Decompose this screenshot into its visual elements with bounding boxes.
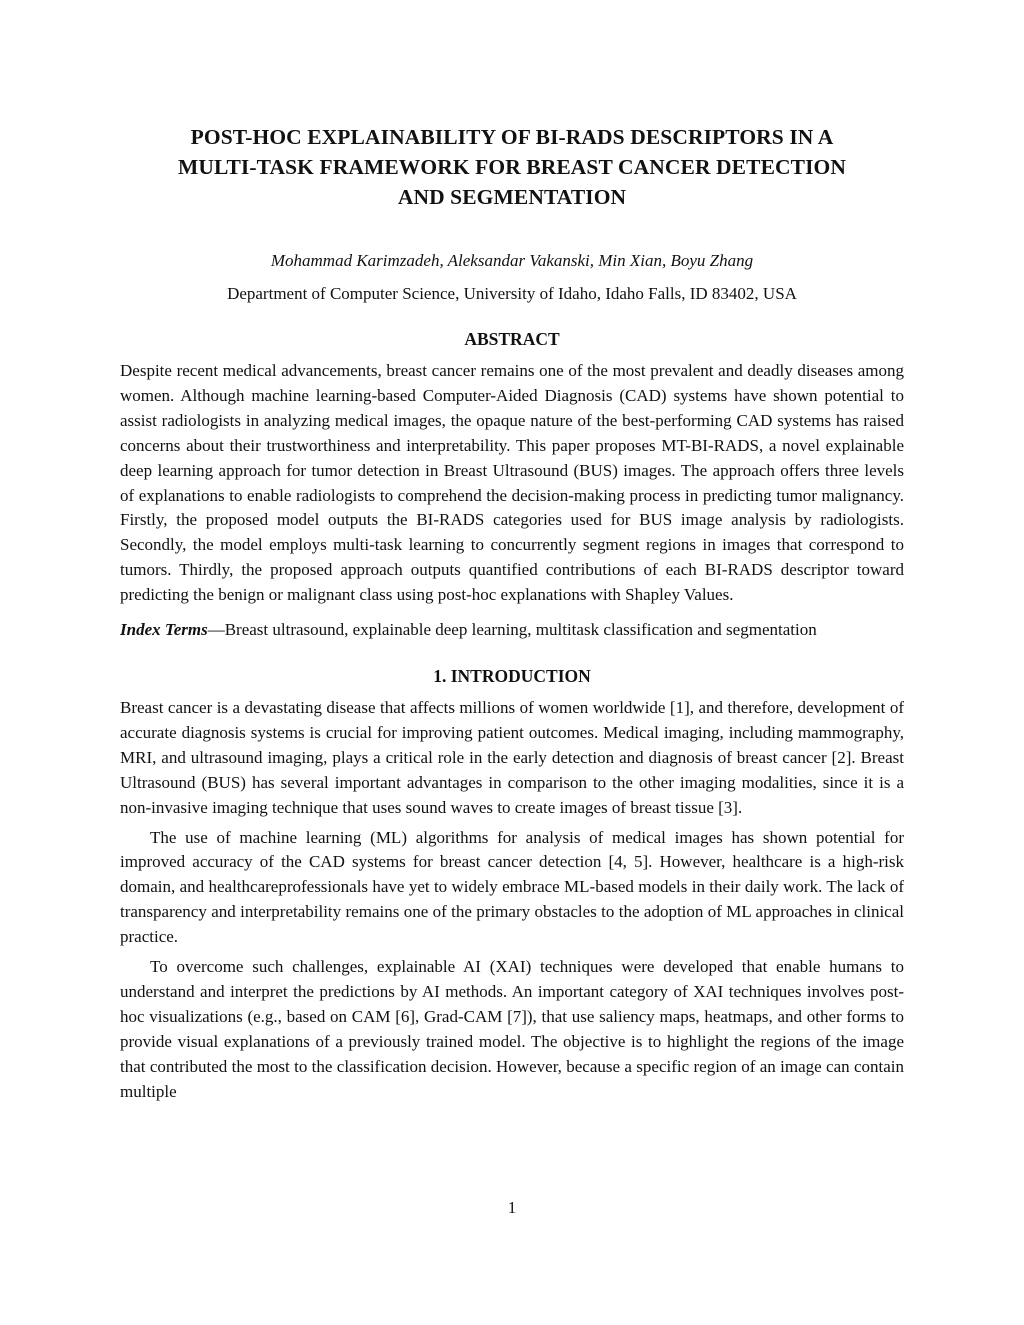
paper-title — [120, 122, 904, 212]
title-line-3: AND SEGMENTATION — [397, 185, 627, 209]
intro-paragraph-1: Breast cancer is a devastating disease that affects millions of women worldwide [1], and therefore, development of accurate diagnosis systems is crucial for improving patient outcomes. Medical imaging, including mammography, MRI, and ultrasound imaging, plays a critical role in the early detection and diagnosis of breast cancer [2]. Breast Ultrasound (BUS) has several important advantages in comparison to the other imaging modalities, since it is a non-invasive imaging technique that uses sound waves to create images of breast tissue [3]. — [120, 697, 904, 817]
index-terms-dash: — — [207, 620, 225, 640]
index-terms-text: Breast ultrasound, explainable deep learning, multitask classification and segmentation — [224, 620, 817, 640]
title-line-1: POST-HOC EXPLAINABILITY OF BI-RADS DESCRIPTORS IN A — [190, 125, 834, 149]
index-terms-label: Index Terms — [120, 620, 208, 640]
index-terms — [120, 618, 904, 643]
introduction-heading: 1. INTRODUCTION — [433, 665, 591, 686]
paper-page — [120, 122, 904, 1104]
abstract-text: Despite recent medical advancements, breast cancer remains one of the most prevalent and deadly diseases among women. Although machine learning-based Computer-Aided Diagnosis (CAD) systems have shown potential to assist radiologists in analyzing medical images, the opaque nature of the best-performing CAD systems has raised concerns about their trustworthiness and interpretability. This paper proposes MT-BI-RADS, a novel explainable deep learning approach for tumor detection in Breast Ultrasound (BUS) images. The approach offers three levels of explanations to enable radiologists to comprehend the decision-making process in predicting tumor malignancy. Firstly, the proposed model outputs the BI-RADS categories used for BUS image analysis by radiologists. Secondly, the model employs multi-task learning to concurrently segment regions in images that correspond to tumors. Thirdly, the proposed approach outputs quantified contributions of each BI-RADS descriptor toward predicting the benign or malignant class using post-hoc explanations with Shapley Values. — [120, 361, 904, 605]
intro-paragraph-2: The use of machine learning (ML) algorithms for analysis of medical images has shown potential for improved accuracy of the CAD systems for breast cancer detection [4, 5]. However, healthcare is a high-risk domain, and healthcareprofessionals have yet to widely embrace ML-based models in their daily work. The lack of transparency and interpretability remains one of the primary obstacles to the adoption of ML approaches in clinical practice. — [120, 827, 904, 947]
affiliation: Department of Computer Science, University of Idaho, Idaho Falls, ID 83402, USA — [227, 284, 797, 303]
title-line-2: MULTI-TASK FRAMEWORK FOR BREAST CANCER DETECTION — [177, 155, 846, 179]
page-number: 1 — [507, 1198, 517, 1217]
author-list: Mohammad Karimzadeh, Aleksandar Vakanski, Min Xian, Boyu Zhang — [270, 251, 754, 270]
abstract-heading: ABSTRACT — [464, 329, 560, 349]
intro-paragraph-3: To overcome such challenges, explainable AI (XAI) techniques were developed that enable humans to understand and interpret the predictions by AI methods. An important category of XAI techniques involves post-hoc visualizations (e.g., based on CAM [6], Grad-CAM [7]), that use saliency maps, heatmaps, and other forms to provide visual explanations of a previously trained model. The objective is to highlight the regions of the image that contributed the most to the classification decision. However, because a specific region of an image can contain multiple — [120, 957, 904, 1101]
